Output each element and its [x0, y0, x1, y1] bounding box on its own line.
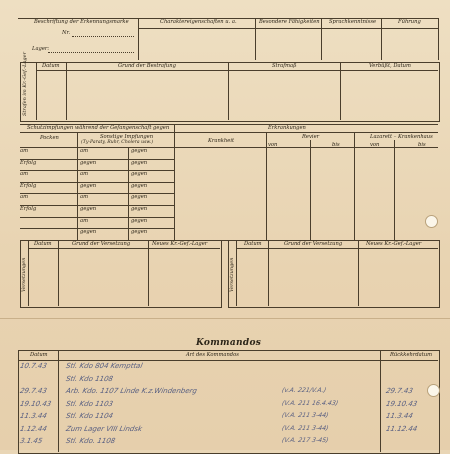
rule	[236, 248, 438, 249]
rule	[310, 140, 311, 240]
label-faehigkeiten: Besondere Fähigkeiten	[259, 19, 320, 25]
rule	[66, 62, 67, 120]
rule	[268, 240, 269, 306]
rule	[438, 18, 439, 60]
rule	[58, 240, 59, 306]
kdo-row-art-note: (V.A. 211 16.4.43)	[281, 399, 339, 407]
impf-col2-label: am	[80, 194, 89, 201]
kdo-row-datum: 10.7.43	[19, 362, 48, 370]
impf-col3-label: gegen	[131, 171, 148, 178]
strafen-datum: Datum	[42, 63, 60, 69]
lager-line	[48, 52, 134, 53]
impf-row-label: am	[20, 171, 29, 178]
kdo-art-header: Art des Kommandos	[186, 352, 239, 358]
impf-col3-label: gegen	[131, 206, 148, 212]
kdo-row-rueck: 29.7.43	[385, 387, 414, 395]
label-fuehrung: Führung	[398, 19, 421, 25]
rule	[36, 62, 37, 120]
lazarett-header: Lazarett – Krankenhaus	[370, 134, 433, 140]
rule	[20, 132, 438, 133]
impf-col2-label: am	[80, 171, 89, 178]
rule	[321, 18, 322, 60]
rule	[20, 159, 174, 160]
label-nr: Nr.	[62, 30, 71, 36]
rule	[58, 350, 59, 452]
strafen-side-label: Strafen im Kr.-Gef.-Lager	[22, 52, 28, 116]
kdo-row-datum: 11.3.44	[19, 412, 48, 420]
rule	[20, 205, 174, 206]
kdo-row-art: Stl. Kdo 1103	[65, 399, 114, 408]
kdo-rueck-header: Rückkehrdatum	[390, 352, 433, 358]
label-charakter: Charaktereigenschaften u. a.	[160, 19, 237, 25]
label-lager: Lager:	[32, 46, 50, 52]
rule	[255, 18, 256, 60]
kdo-row-art: Stl. Kdo 1108	[65, 374, 114, 383]
impf-col2-label: gegen	[80, 206, 97, 212]
kdo-row-datum: 29.7.43	[19, 387, 48, 395]
impf-col2-label: am	[80, 148, 89, 154]
strafen-verbuesst: Verbüßt, Datum	[369, 63, 411, 69]
lazarett-von: von	[370, 142, 380, 148]
rule	[20, 193, 174, 194]
kdo-row-rueck: 11.3.44	[385, 412, 414, 420]
rule	[148, 240, 149, 306]
impf-row-label: Erfolg	[20, 206, 37, 212]
rule	[77, 132, 78, 240]
rule	[340, 62, 341, 120]
impf-col3-label: gegen	[131, 182, 148, 189]
kdo-row-datum: 1.12.44	[19, 424, 48, 433]
rule	[358, 240, 359, 306]
strafen-table	[20, 62, 440, 122]
vers-neues-left: Neues Kr.-Gef.-Lager	[152, 241, 208, 247]
rule	[174, 124, 175, 240]
rule	[228, 62, 229, 120]
revier-von: von	[268, 142, 278, 148]
kdo-row-art: Stl. Kdo 804 Kempttal	[65, 362, 144, 370]
rule	[394, 140, 395, 240]
impf-col3-label: gegen	[131, 159, 148, 166]
strafen-grund: Grund der Bestrafung	[118, 63, 176, 69]
kdo-row-art-note: (V.A. 211 3-44)	[281, 412, 330, 419]
erkrankungen-title: Erkrankungen	[268, 125, 306, 131]
impf-row-label: Erfolg	[20, 182, 37, 189]
rule	[138, 18, 139, 60]
rule	[354, 132, 355, 240]
rule	[28, 240, 29, 306]
vers-datum-left: Datum	[34, 241, 52, 247]
kdo-row-art: Arb. Kdo. 1107 Linde K.z.Windenberg	[65, 387, 198, 395]
kdo-row-art-note: (V.A. 217 3-45)	[281, 437, 330, 444]
punch-hole-icon	[425, 215, 438, 228]
rule	[381, 18, 382, 60]
rule	[380, 350, 381, 452]
pocken-header: Pocken	[40, 135, 59, 141]
kdo-row-art-note: (v.A. 221/V.A.)	[281, 387, 327, 394]
kdo-datum-header: Datum	[30, 352, 48, 358]
impf-row-label: Erfolg	[20, 159, 37, 166]
rule	[20, 228, 174, 229]
impf-col3-label: gegen	[131, 194, 148, 201]
impf-row-label: am	[20, 194, 29, 201]
rule	[20, 182, 174, 183]
vers-grund-left: Grund der Versetzung	[72, 241, 131, 247]
impf-col2-label: gegen	[80, 229, 97, 236]
kdo-row-rueck: 11.12.44	[385, 424, 419, 433]
rule	[266, 132, 267, 240]
label-sprach: Sprachkenntnisse	[329, 19, 377, 25]
rule	[18, 360, 438, 361]
vers-side-right: Versetzungen	[229, 257, 235, 292]
sonstige-sub: (Ty-Paraty, Ruhr, Cholera usw.)	[81, 140, 154, 145]
punch-hole-icon	[427, 384, 440, 397]
rule	[20, 217, 174, 218]
impf-col3-label: gegen	[131, 229, 148, 236]
nr-line	[72, 36, 134, 37]
revier-bis: bis	[332, 142, 340, 148]
impf-title: Schutzimpfungen während der Gefangenschaft gegen	[27, 125, 170, 131]
vers-datum-right: Datum	[244, 241, 262, 247]
strafen-strafmass: Strafmaß	[272, 63, 297, 69]
kdo-row-art-note: (V.A. 211 3-44)	[281, 424, 330, 432]
impf-row-label: am	[20, 148, 29, 154]
rule	[20, 170, 174, 171]
rule	[236, 240, 237, 306]
vers-grund-right: Grund der Versetzung	[284, 241, 343, 247]
impf-col2-label: am	[80, 217, 89, 224]
krankheit-header: Krankheit	[208, 138, 235, 144]
lazarett-bis: bis	[418, 142, 426, 148]
kdo-row-datum: 3.1.45	[19, 437, 44, 445]
rule	[138, 28, 438, 29]
kdo-row-datum: 19.10.43	[19, 399, 53, 408]
impf-col2-label: gegen	[80, 182, 97, 189]
kdo-row-art: Zum Lager VIII Lindsk	[65, 424, 143, 433]
kdo-row-art: Stl. Kdo. 1108	[65, 437, 117, 445]
revier-header: Revier	[302, 134, 320, 140]
rule	[28, 248, 220, 249]
kommandos-title: Kommandos	[196, 338, 262, 348]
impf-col2-label: gegen	[80, 159, 97, 166]
kdo-row-rueck: 19.10.43	[385, 399, 419, 408]
kdo-row-art: Stl. Kdo 1104	[65, 412, 114, 420]
vers-neues-right: Neues Kr.-Gef.-Lager	[366, 241, 422, 247]
vers-side-left: Versetzungen	[21, 257, 27, 292]
versetzungen-left	[20, 240, 222, 308]
sonstige-header: Sonstige Impfungen	[100, 134, 154, 140]
fold-line	[0, 318, 450, 319]
rule	[36, 70, 438, 71]
impf-col3-label: gegen	[131, 217, 148, 224]
label-beschriftung: Beschriftung der Erkennungsmarke	[34, 19, 129, 25]
impf-col3-label: gegen	[131, 148, 148, 154]
versetzungen-right	[228, 240, 440, 308]
